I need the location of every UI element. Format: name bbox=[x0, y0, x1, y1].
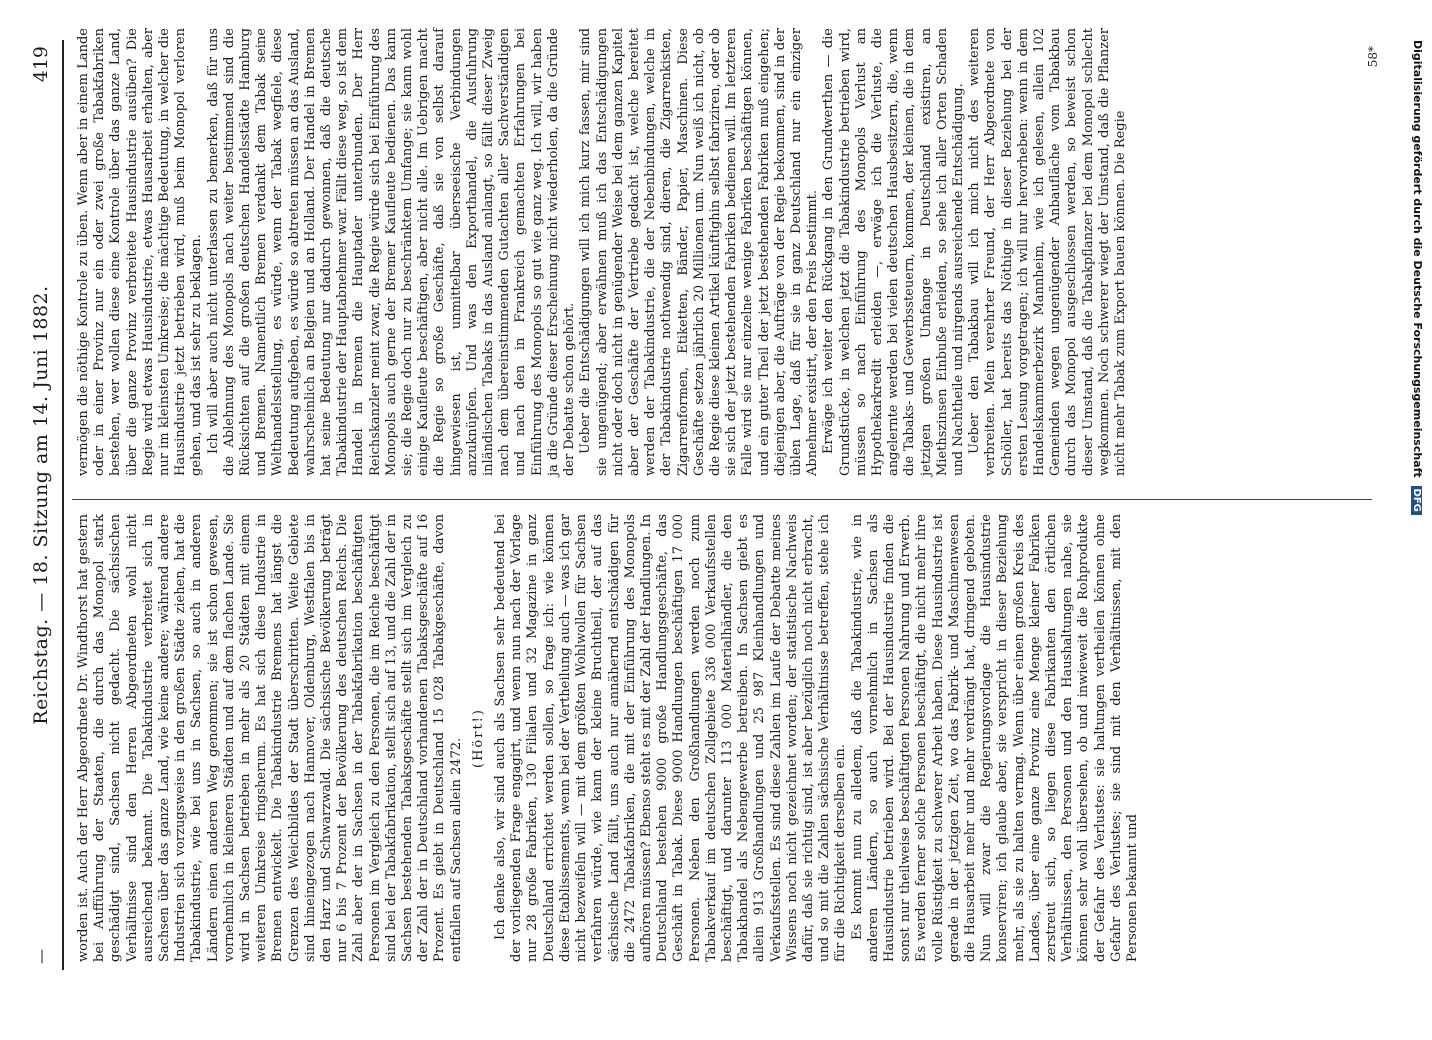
left-column bbox=[76, 514, 1141, 962]
right-paragraph-3: Ueber die Entschädigungen will ich mich kurz fassen, mir sind sie ungenügend; aber erwähnen muß ich das Entschädigungen nicht oder doch nicht in genügender Weise bei dem ganzen Kapitel aber der Geschäfte der Vertriebe gedacht ist, welche bereitet werden der Tabakindustrie, die der Nebenbindungen, welche in der Tabakindustrie nothwendig sind, dieren, die Zigarrenkisten, Zigarrenformen, Etiketten, Bänder, Papier, Maschinen. Diese Geschäfte setzen jährlich 20 Millionen um. Nun weiß ich nicht, ob die Regie diese kleinen Artikel künftighin selbst fabriziren, oder ob sie sich der jetzt bestehenden Fabriken bedienen will. Im letzteren Falle wird sie nur einzelne wenige Fabriken beschäftigen können, und ein guter Theil der jetzt bestehenden Fabriken muß eingehen; diejenigen aber, die Aufträge von der Regie bekommen, sind in der üblen Lage, daß für sie in ganz Deutschland nur ein einziger Abnehmer existirt, der den Preis bestimmt. bbox=[578, 28, 821, 476]
interjection: (Hört!) bbox=[470, 708, 486, 768]
right-paragraph-4: Erwäge ich weiter den Rückgang in den Grundwerthen — die Grundstücke, in welchen jetzt die Tabakindustrie betrieben wird, müssen so nach Einführung des Monopols Verlust an Hypothekarkredit erleiden —, erwäge ich die Verluste, die angelernte werden bei vielen deutschen Hausbesitzern, die, wenn die Tabaks- und Gewerbssteuern, kommen, der kleinen, die in dem jetzigen großen Umfange in Deutschland existiren, an Miethszinsen Einbuße erleiden, so sehe ich aller Orten Schaden und Nachtheile und nirgends ausreichende Entschädigung. bbox=[821, 28, 966, 476]
dfg-logo: DFG bbox=[1411, 486, 1422, 515]
left-paragraph-3: Es kommt nun zu alledem, daß die Tabakindustrie, wie in anderen Ländern, so auch vornehmlich in Sachsen als Hausindustrie betrieben wird. Bei der Hausindustrie finden die sonst nur theilweise beschäftigten Personen Nahrung und Erwerb. Es werden ferner solche Personen beschäftigt, die nicht mehr ihre volle Rüstigkeit zu schwerer Arbeit haben. Diese Hausindustrie ist gerade in der jetzigen Zeit, wo das Fabrik- und Maschinenwesen die Hausarbeit mehr und mehr verdrängt hat, dringend geboten. Nun will zwar die Regierungsvorlage die Hausindustrie konserviren; ich glaube aber, sie verspricht in dieser Beziehung mehr, als sie zu halten vermag. Wenn über einen großen Kreis des Landes, über eine ganze Provinz eine Menge kleiner Fabriken zerstreut sich, so liegen diese Fabrikanten den örtlichen Verhältnissen, den Personen und den Haushaltungen nahe, sie können sehr wohl übersehen, ob und inwieweit die Rohprodukte der Gefahr des Verlustes: sie haltungen vertheilen können ohne Gefahr des Verlustes; sie sind mit den Verhältnissen, mit den Personen bekannt und bbox=[849, 514, 1140, 962]
left-paragraph-1: worden ist. Auch der Herr Abgeordnete Dr. Windthorst hat gestern bei Aufführung der Staaten, die durch das Monopol stark geschädigt sind, Sachsen nicht gedacht. Die sächsischen Verhältnisse sind den Herren Abgeordneten wohl nicht ausreichend bekannt. Die Tabakindustrie verbreitet sich in Sachsen über das ganze Land, wie keine andere; während andere Industrien sich vorzugsweise in den großen Städte ziehen, hat die Tabakindustrie, wie bei uns in Sachsen, so auch in anderen Ländern einen anderen Weg genommen; sie ist schon gewesen, vornehmlich in kleineren Städten und auf dem flachen Lande. Sie wird in Sachsen betrieben in mehr als 20 Städten mit einem weiteren Umkreise ringsherum. Es hat sich diese Industrie in Bremen entwickelt. Die Tabakindustrie Bremens hat längst die Grenzen des Weichbildes der Stadt überschritten. Weite Gebiete sind hineingezogen nach Hannover, Oldenburg, Westfalen bis in den Harz und Schwarzwald. Die sächsische Bevölkerung beträgt nur 6 bis 7 Prozent der Bevölkerung des deutschen Reichs. Die Zahl aber der in Sachsen in der Tabakfabrikation beschäftigten Personen im Vergleich zu den Personen, die im Reiche beschäftigt sind bei der Tabakfabrikation, stellt sich auf 13, und die Zahl der in Sachsen bestehenden Tabaksgeschäfte stellt sich im Vergleich zu der Zahl der in Deutschland vorhandenen Tabaksgeschäfte auf 16 Prozent. Es giebt in Deutschland 15 028 Tabakgeschäfte, davon entfallen auf Sachsen allein 2472. bbox=[76, 514, 464, 962]
header-mark-left: — bbox=[32, 948, 50, 964]
right-paragraph-1: vermögen die nöthige Kontrole zu üben. Wenn aber in einem Lande oder in einer Provinz nur ein oder zwei große Tabakfabriken bestehen, wer wollen diese eine Kontrole über das ganze Land, über die ganze Provinz verbreitete Hausindustrie ausüben? Die Regie wird etwas Hausindustrie, etwas Hausarbeit erhalten, aber nur im kleinsten Umkreise; die mächtige Bedeutung, in welcher die Hausindustrie jetzt betrieben wird, muß beim Monopol verloren gehen, und das ist sehr zu beklagen. bbox=[76, 28, 205, 476]
sponsor-notice bbox=[1394, 40, 1424, 1040]
page-title: Reichstag. — 18. Sitzung am 14. Juni 1882. bbox=[30, 285, 52, 725]
left-paragraph-2: Ich denke also, wir sind auch als Sachsen sehr bedeutend bei der vorliegenden Frage engagirt, und wenn nun nach der Vorlage nur 28 große Fabriken, 130 Filialen und 32 Magazine in ganz Deutschland errichtet werden sollen, so frage ich: wie können diese Etablissements, wenn bei der Vertheilung auch — was ich gar nicht bezweifeln will — mit dem größten Wohlwollen für Sachsen verfahren würde, wie kann der kleine Bruchtheil, der auf das sächsische Land fällt, uns auch nur annähernd entschädigen für die 2472 Tabakfabriken, die mit der Einführung des Monopols aufhören müssen? Ebenso steht es mit der Zahl der Handlungen. In Deutschland bestehen 9000 große Handlungsgeschäfte, das Geschäft in Tabak. Diese 9000 Handlungen beschäftigen 17 000 Personen. Neben den Großhandlungen werden noch zum Tabakverkauf im deutschen Zollgebiete 336 000 Verkaufsstellen beschäftigt, und darunter 113 000 Materialhändler, die den Tabakhandel als Nebengewerbe betreiben. In Sachsen giebt es allein 913 Großhandlungen und 25 987 Kleinhandlungen und Verkaufsstellen. Es sind diese Zahlen im Laufe der Debatte meines Wissens noch nicht gezeichnet worden; der statistische Nachweis dafür, daß sie richtig sind, ist aber bezüglich noch nicht erbracht, und so mit die Zahlen sächsische Verhältnisse betreffen, stehe ich für die Richtigkeit derselben ein. bbox=[493, 514, 849, 962]
page-number: 419 bbox=[30, 46, 52, 83]
right-paragraph-2: Ich will aber auch nicht unterlassen zu bemerken, daß für uns die Ablehnung des Monopols nach weiter bestimmend sind die Rücksichten auf die großen deutschen Handelsstädte Hamburg und Bremen. Namentlich Bremen verdankt dem Tabak seine Welthandelsstellung, es würde, wenn der Tabak wegfiele, diese Bedeutung aufgeben, es würde so abtreten müssen an das Ausland, wahrscheinlich an Belgien und an Holland. Der Handel in Bremen hat seine Bedeutung nur dadurch gewonnen, daß die deutsche Tabakindustrie der Hauptabnehmer war. Fällt diese weg, so ist dem Handel in Bremen die Hauptader unterbunden. Der Herr Reichskanzler meint zwar, die Regie würde sich bei Einführung des Monopols auch gerne der Bremer Kaufleute bedienen. Das kann sie; die Regie doch nur zu beschränktem Umfange; sie kann wohl einige Kaufleute beschäftigen, aber nicht alle. Im Uebrigen macht die Regie so große Geschäfte, daß sie von selbst darauf hingewiesen ist, unmittelbar überseeische Verbindungen anzuknüpfen. Und was den Exporthandel, die Ausfuhrung inländischen Tabaks in das Ausland anlangt, so fällt dieser Zweig nach dem übereinstimmenden Gutachten aller Sachverständigen und nach den in Frankreich gemachten Erfahrungen bei Einführung des Monopols so gut wie ganz weg. Ich will, wir haben ja die Gründe dieser Erscheinung nicht wiederholen, da die Gründe der Debatte schon gehört. bbox=[205, 28, 578, 476]
sponsor-text: Digitalisierung gefördert durch die Deutsche Forschungsgemeinschaft bbox=[1411, 40, 1424, 478]
sponsor-strip bbox=[1402, 0, 1432, 1000]
right-column bbox=[76, 28, 1129, 476]
sheet-signature: 58* bbox=[1366, 46, 1380, 68]
right-paragraph-5: Ueber den Tabakbau will ich mich nicht des weiteren verbreiten. Mein verehrter Freund, der Herr Abgeordnete von Schöller, hat bereits das Nöthige in dieser Beziehung bei der ersten Lesung vorgetragen; ich will nur hervorheben: wenn in dem Handelskammerbezirk Mannheim, wie ich gelesen, allein 102 Gemeinden wegen ungenügender Anbaufläche vom Tabakbau durch das Monopol ausgeschlossen werden, so beweist schon dieser Umstand, daß die Tabakpflanzer bei dem Monopol schlecht wegkommen. Noch schwerer wiegt der Umstand, daß die Pflanzer nicht mehr Tabak zum Export bauen können. Die Regie bbox=[967, 28, 1128, 476]
page-header bbox=[28, 40, 64, 970]
column-divider bbox=[72, 499, 1372, 500]
